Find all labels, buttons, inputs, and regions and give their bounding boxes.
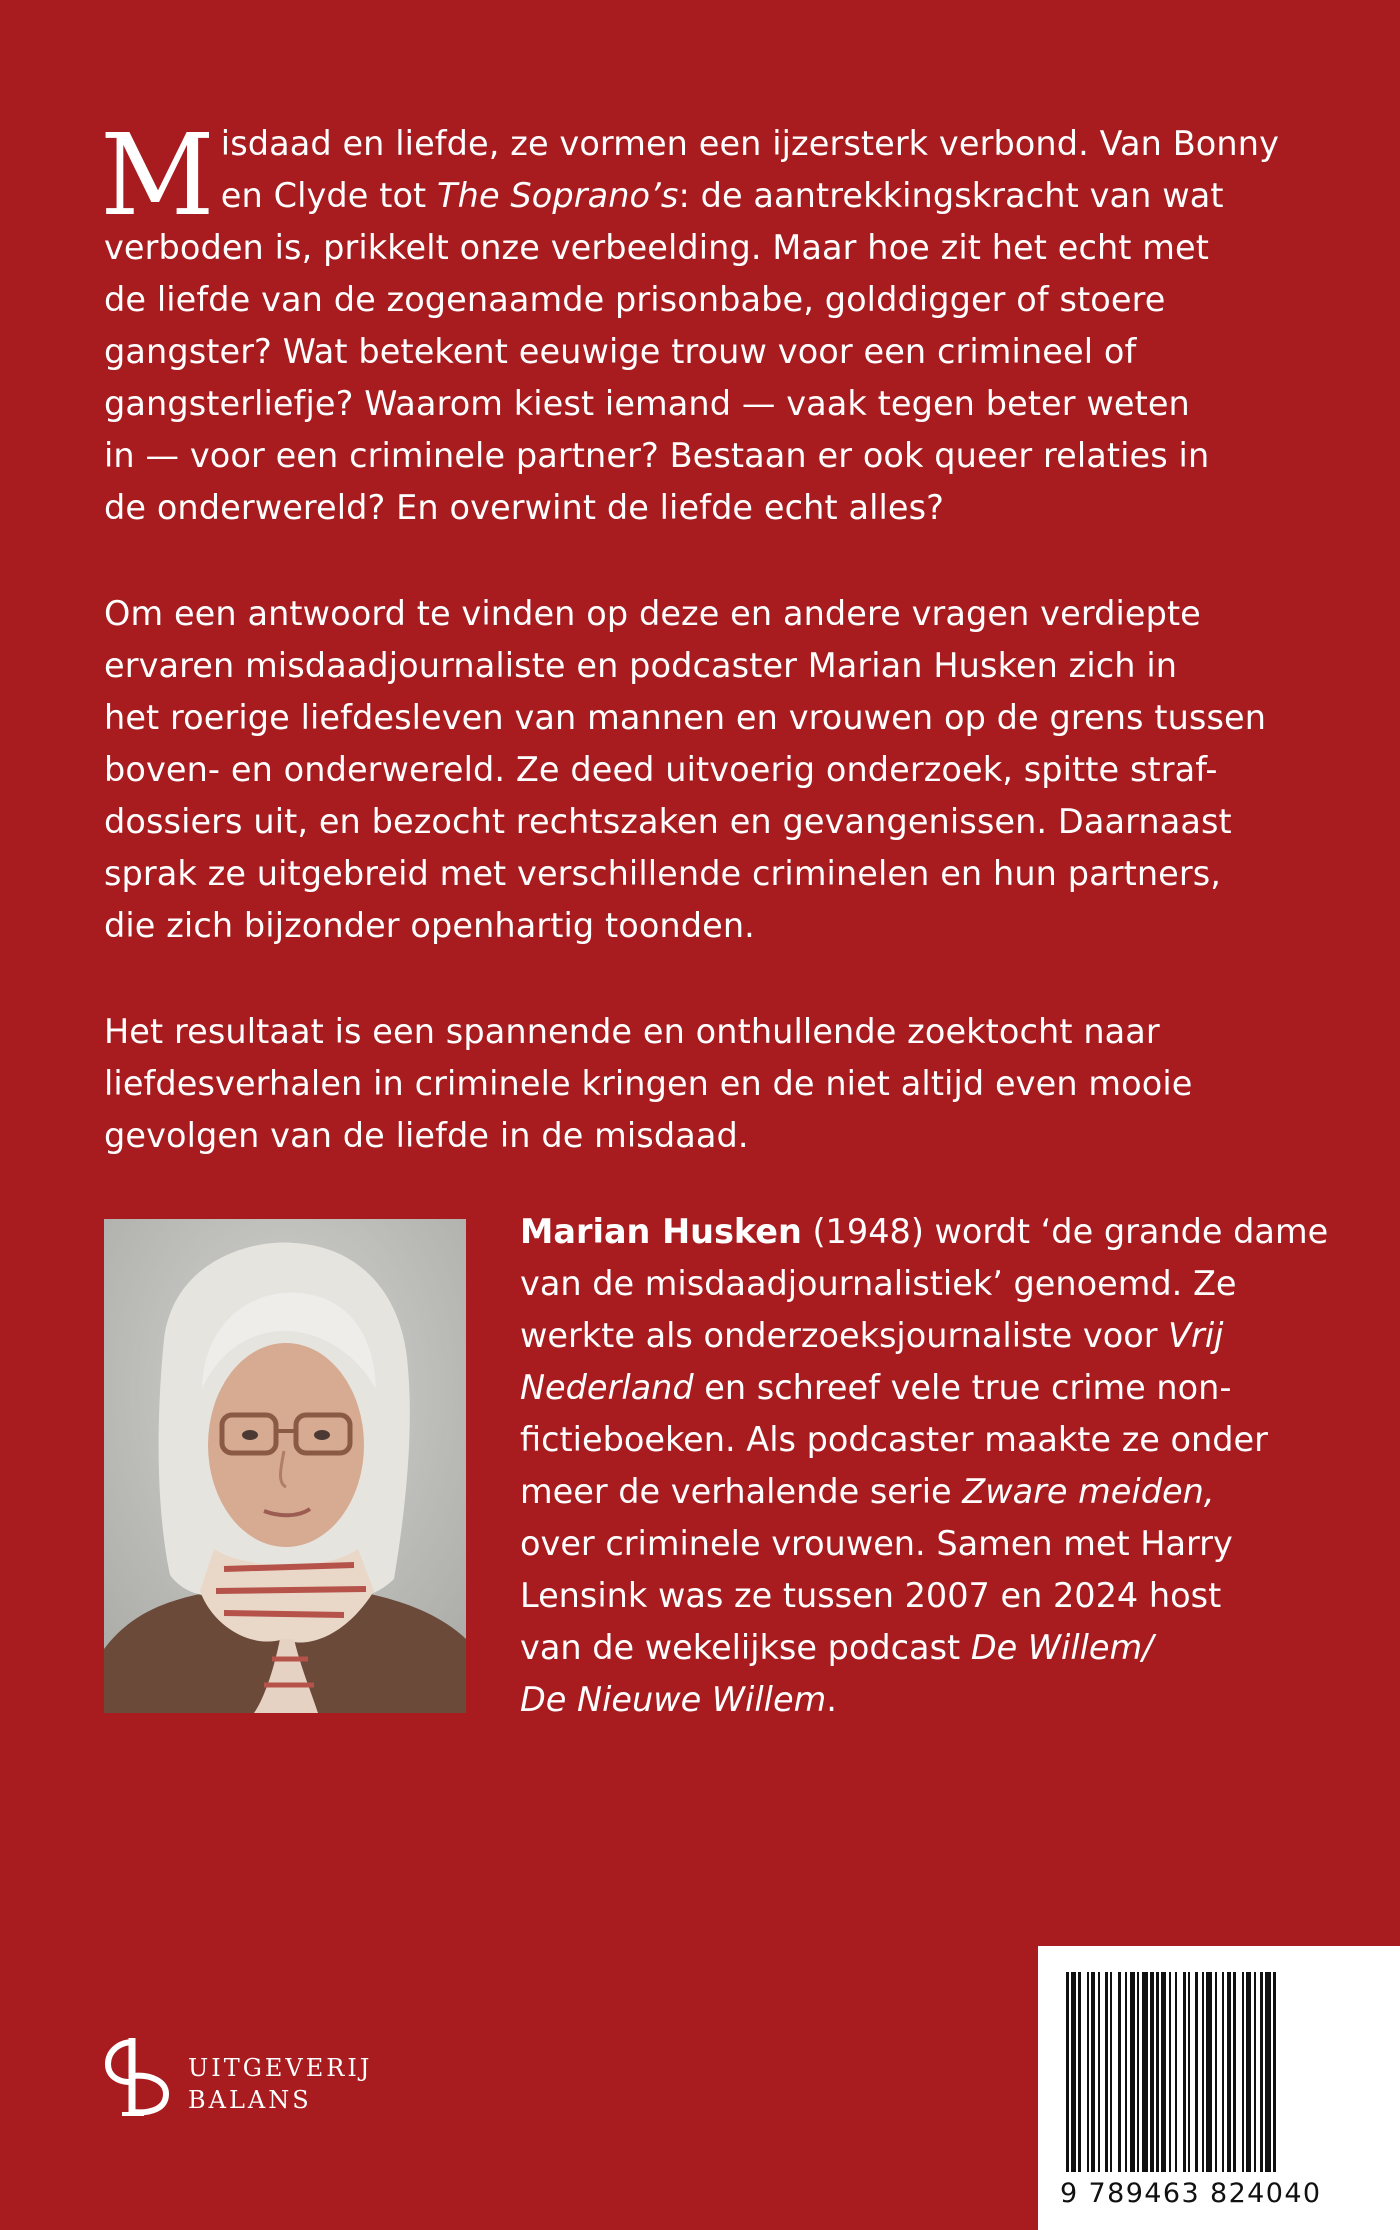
barcode-bar — [1125, 1972, 1127, 2172]
bio-line: over criminele vrouwen. Samen met Harry — [520, 1524, 1233, 1563]
author-bio — [520, 1206, 1329, 1726]
blurb-line — [104, 170, 1294, 222]
blurb-line: de liefde van de zogenaamde prisonbabe, golddigger of stoere — [104, 280, 1166, 319]
magazine-title: Vrij — [1168, 1316, 1224, 1355]
barcode-bar — [1105, 1972, 1108, 2172]
book-title-soprano: The Soprano’s — [437, 176, 679, 215]
blurb-line: gangster? Wat betekent eeuwige trouw voor een crimineel of — [104, 332, 1137, 371]
blurb-line: de onderwereld? En overwint de liefde echt alles? — [104, 488, 945, 527]
barcode-bar — [1246, 1972, 1251, 2172]
barcode-bar — [1202, 1972, 1204, 2172]
barcode-bar — [1222, 1972, 1224, 2172]
magazine-title-cont: Nederland — [520, 1368, 694, 1407]
barcode-bar — [1195, 1972, 1198, 2172]
bio-line — [520, 1310, 1310, 1362]
barcode-panel — [1038, 1946, 1400, 2230]
blurb-line: boven- en onderwereld. Ze deed uitvoerig onderzoek, spitte straf- — [104, 750, 1218, 789]
text-span: van de wekelijkse podcast — [520, 1628, 971, 1667]
balans-logo-icon — [100, 2030, 180, 2120]
barcode-bar — [1150, 1972, 1154, 2172]
barcode-bar — [1215, 1972, 1217, 2172]
author-name: Marian Husken — [520, 1212, 802, 1251]
barcode-bar — [1066, 1972, 1069, 2172]
barcode-bar — [1118, 1972, 1121, 2172]
author-photo — [104, 1219, 466, 1713]
blurb-line: die zich bijzonder openhartig toonden. — [104, 906, 755, 945]
blurb-line: Het resultaat is een spannende en onthullende zoektocht naar — [104, 1012, 1160, 1051]
text-span: werkte als onderzoeksjournaliste voor — [520, 1316, 1169, 1355]
back-cover-blurb — [100, 111, 1294, 1216]
blurb-line: sprak ze uitgebreid met verschillende criminelen en hun partners, — [104, 854, 1222, 893]
blurb-line: het roerige liefdesleven van mannen en vrouwen op de grens tussen — [104, 698, 1267, 737]
barcode-bar — [1233, 1972, 1236, 2172]
blurb-line: ervaren misdaadjournaliste en podcaster Marian Husken zich in — [104, 646, 1178, 685]
barcode-bar — [1254, 1972, 1256, 2172]
bio-line — [520, 1622, 1310, 1674]
blurb-line: Om een antwoord te vinden op deze en andere vragen verdiepte — [104, 594, 1201, 633]
bio-line — [520, 1206, 1329, 1258]
publisher-line-1: UITGEVERIJ — [188, 2054, 373, 2082]
barcode-bar — [1175, 1972, 1177, 2172]
blurb-line: dossiers uit, en bezocht rechtszaken en gevangenissen. Daarnaast — [104, 802, 1232, 841]
blurb-line: gangsterliefje? Waarom kiest iemand — vaak tegen beter weten — [104, 384, 1190, 423]
text-span: en Clyde tot — [220, 176, 438, 215]
text-span: . — [826, 1680, 837, 1719]
barcode-bar — [1188, 1972, 1190, 2172]
drop-cap: M — [100, 111, 215, 241]
barcode-bar — [1206, 1972, 1212, 2172]
barcode-bar — [1087, 1972, 1089, 2172]
bio-line — [520, 1362, 1310, 1414]
barcode-bar — [1078, 1972, 1081, 2172]
barcode-bar — [1169, 1972, 1171, 2172]
blurb-line: isdaad en liefde, ze vormen een ijzersterk verbond. Van Bonny — [220, 124, 1279, 163]
barcode-bar — [1156, 1972, 1159, 2172]
barcode-bar — [1265, 1972, 1271, 2172]
podcast-title-cont: De Nieuwe Willem — [520, 1680, 827, 1719]
barcode-bar — [1242, 1972, 1244, 2172]
barcode — [1038, 1946, 1400, 2178]
blurb-line: gevolgen van de liefde in de misdaad. — [104, 1116, 749, 1155]
podcast-title: De Willem/ — [970, 1628, 1154, 1667]
barcode-bar — [1130, 1972, 1135, 2172]
text-span: (1948) wordt ‘de grande dame — [801, 1212, 1329, 1251]
blurb-paragraph-1 — [100, 111, 1294, 534]
barcode-bar — [1110, 1972, 1112, 2172]
barcode-bar — [1183, 1972, 1186, 2172]
barcode-bar — [1098, 1972, 1100, 2172]
series-title: Zware meiden, — [962, 1472, 1215, 1511]
bio-line — [520, 1674, 1310, 1726]
text-span: meer de verhalende serie — [520, 1472, 963, 1511]
bio-line: van de misdaadjournalistiek’ genoemd. Ze — [520, 1264, 1237, 1303]
author-portrait-illustration — [104, 1219, 466, 1713]
barcode-bar — [1137, 1972, 1139, 2172]
text-span: en schreef vele true crime non- — [693, 1368, 1232, 1407]
blurb-paragraph-3 — [104, 1006, 1294, 1162]
text-span: : de aantrekkingskracht van wat — [678, 176, 1224, 215]
barcode-bar — [1227, 1972, 1231, 2172]
blurb-line: verboden is, prikkelt onze verbeelding. Maar hoe zit het echt met — [104, 228, 1209, 267]
isbn-number: 9 789463 824040 — [1060, 2178, 1322, 2209]
barcode-bar — [1091, 1972, 1095, 2172]
blurb-paragraph-2 — [104, 588, 1294, 952]
barcode-bar — [1142, 1972, 1148, 2172]
publisher-line-2: BALANS — [188, 2086, 312, 2114]
bio-line: Lensink was ze tussen 2007 en 2024 host — [520, 1576, 1222, 1615]
publisher-name — [188, 2052, 372, 2116]
blurb-line: liefdesverhalen in criminele kringen en de niet altijd even mooie — [104, 1064, 1193, 1103]
publisher-logo — [100, 2030, 420, 2120]
bio-line: fictieboeken. Als podcaster maakte ze onder — [520, 1420, 1268, 1459]
barcode-bar — [1161, 1972, 1166, 2172]
barcode-bar — [1273, 1972, 1276, 2172]
barcode-bar — [1260, 1972, 1263, 2172]
barcode-bar — [1071, 1972, 1076, 2172]
blurb-line: in — voor een criminele partner? Bestaan er ook queer relaties in — [104, 436, 1210, 475]
bio-line — [520, 1466, 1310, 1518]
